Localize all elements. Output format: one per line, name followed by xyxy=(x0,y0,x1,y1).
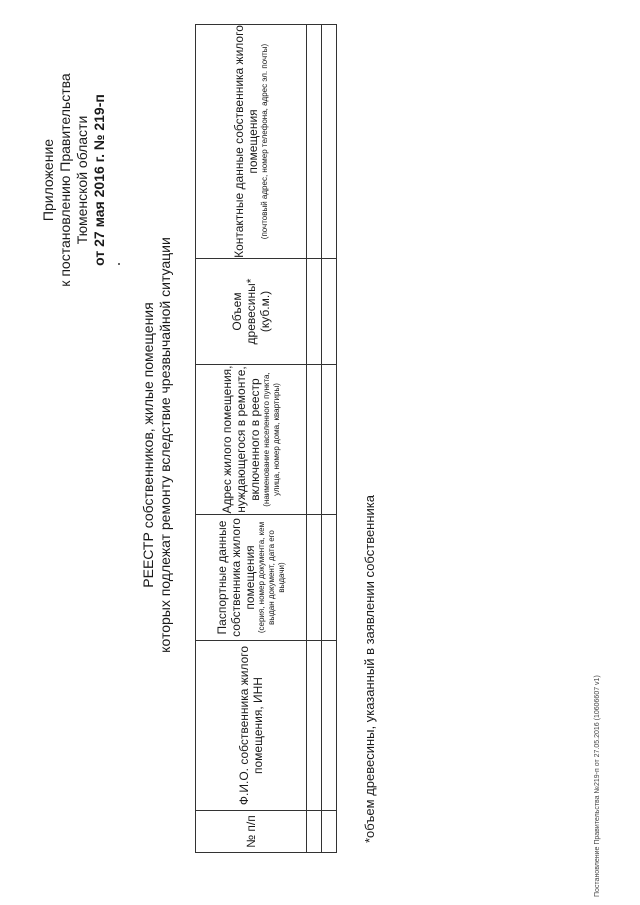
column-header-owner-name: Ф.И.О. собственника жилого помещения, ИНН xyxy=(196,641,307,811)
appendix-label: Приложение xyxy=(40,138,56,222)
register-table xyxy=(195,24,337,853)
register-title: РЕЕСТР собственников, жилые помещения xyxy=(140,302,156,588)
stray-mark xyxy=(118,263,120,265)
column-header-wood-volume: Объем древесины* (куб.м.) xyxy=(196,259,307,365)
register-heading xyxy=(140,185,174,705)
register-subtitle: которых подлежат ремонту вследствие чрезвычайной ситуации xyxy=(157,237,173,653)
appendix-block xyxy=(40,40,108,320)
column-header-number: № п/п xyxy=(196,811,307,853)
table-row xyxy=(322,25,337,853)
appendix-date: от 27 мая 2016 г. № 219-п xyxy=(91,94,107,266)
document-footer: Постановление Правительства №219-п от 27.05.2016 (10606607 v1) xyxy=(594,675,601,897)
table-header-row xyxy=(196,25,307,853)
column-header-passport: Паспортные данные собственника жилого помещения (серия, номер документа, кем выдан документ, дата его выдачи) xyxy=(196,515,307,641)
column-header-contacts: Контактные данные собственника жилого помещения (почтовый адрес, номер телефона, адрес эл. почты) xyxy=(196,25,307,259)
table-row xyxy=(307,25,322,853)
footnote: *объем древесины, указанный в заявлении собственника xyxy=(362,494,377,843)
appendix-region: Тюменской области xyxy=(74,115,90,245)
appendix-decree: к постановлению Правительства xyxy=(57,73,73,287)
column-header-address: Адрес жилого помещения, нуждающегося в ремонте, включенного в реестр (наименование населенного пункта, улица, номер дома, квартиры) xyxy=(196,365,307,515)
